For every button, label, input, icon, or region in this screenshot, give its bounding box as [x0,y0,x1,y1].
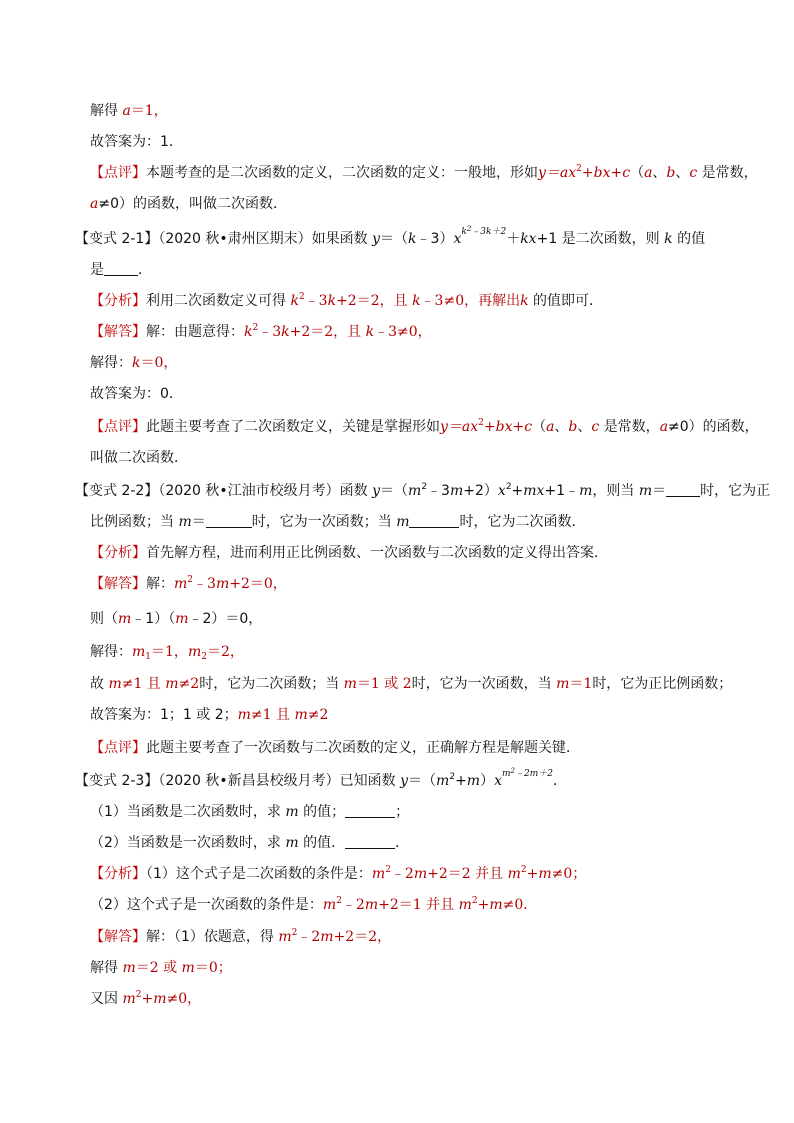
comment-tag: 【点评】 [90,740,146,756]
comment-tag: 【点评】 [90,419,146,435]
solution-line: 【解答】解：由题意得：$k^2﹣3k+2=2$，且 k﹣3≠0， [90,323,432,340]
solution-line: 解得 m＝2 或 m＝0； [90,960,232,976]
solution-line: 解得 a＝1， [90,103,168,119]
answer-line: 故答案为：0． [90,386,183,402]
variant-2-2-question: 【变式 2-2】（2020 秋•江油市校级月考）函数 $y=(m^2﹣3m+2)x^2+mx+1﹣m$，则当 m＝ 时，它为正 [75,482,771,499]
comment-line: 【点评】此题主要考查了一次函数与二次函数的定义，正确解方程是解题关键． [90,740,580,756]
exponent: m2﹣2m＋2 [501,767,553,779]
comment-line-cont: 叫做二次函数． [90,450,188,466]
solution-line: 解得：k＝0， [90,355,178,371]
analysis-tag: 【分析】 [90,293,146,309]
solution-line: 故 m≠1 且 m≠2时，它为二次函数；当 m＝1 或 2时，它为一次函数，当 m＝1时，它为正比例函数； [90,676,733,692]
answer-line: 故答案为：1． [90,134,183,150]
answer-blank [345,803,395,818]
solution-line: 解得：$m_1=1$，$m_2=2$， [90,644,244,662]
solution-line: 则（m﹣1）（m﹣2）＝0， [90,611,263,627]
variant-2-2-question-cont: 比例函数；当 m＝ 时，它为一次函数；当 m 时，它为二次函数． [90,514,586,530]
variant-tag: 【变式 2-1】 [75,231,159,247]
comment-line: 【点评】此题主要考查了二次函数定义，关键是掌握形如$y=ax^2+bx+c(a$、b、c 是常数，a≠0）的函数， [90,418,759,435]
solution-tag: 【解答】 [90,929,146,945]
variant-tag: 【变式 2-3】 [75,773,159,789]
analysis-line: 【分析】（1）这个式子是二次函数的条件是：$m^2﹣2m+2=2$ 并且 $m^2+m\ne 0$； [90,865,587,882]
comment-line-cont: a≠0）的函数，叫做二次函数． [90,196,287,212]
solution-line: 又因 $m^2+m\ne 0$， [90,990,202,1007]
variant-tag: 【变式 2-2】 [75,483,159,499]
solution-tag: 【解答】 [90,324,146,340]
comment-tag: 【点评】 [90,165,146,181]
sub-question-2: （2）当函数是一次函数时，求 m 的值． ． [90,835,410,851]
analysis-line: 【分析】利用二次函数定义可得 $k^2﹣3k+2=2$，且 k﹣3≠0，再解出k 的值即可． [90,292,604,309]
answer-blank [345,834,395,849]
variant-2-1-question-cont: 是 ． [90,262,152,278]
answer-blank [666,482,700,497]
sub-question-1: （1）当函数是二次函数时，求 m 的值； ； [90,804,410,820]
analysis-line-2: （2）这个式子是一次函数的条件是：$m^2﹣2m+2=1$ 并且 $m^2+m\ne 0$． [90,896,538,913]
exponent: k2﹣3k＋2 [461,225,507,237]
answer-blank [104,261,138,276]
analysis-tag: 【分析】 [90,545,146,561]
analysis-line: 【分析】首先解方程，进而利用正比例函数、一次函数与二次函数的定义得出答案． [90,545,608,561]
answer-line: 故答案为：1；1 或 2；m≠1 且 m≠2 [90,707,329,723]
answer-blank [409,513,459,528]
comment-line: 【点评】本题考查的是二次函数的定义，二次函数的定义：一般地，形如$y=ax^2+bx+c(a$、b、c 是常数， [90,164,758,181]
solution-line: 【解答】解：$m^2﹣3m+2=0$， [90,575,287,592]
analysis-tag: 【分析】 [90,866,146,882]
answer-blank [206,513,252,528]
variant-2-3-question: 【变式 2-3】（2020 秋•新昌县校级月考）已知函数 $y=(m^2+m)x^{m^2﹣2m+2}$． [75,767,567,789]
solution-line: 【解答】解：（1）依题意，得 $m^2﹣2m+2=2$， [90,928,392,945]
variant-2-1-question: 【变式 2-1】（2020 秋•肃州区期末）如果函数 $y=(k﹣3)x^{k^2﹣3k+2}+kx+1$ 是二次函数，则 k 的值 [75,225,706,247]
solution-tag: 【解答】 [90,576,146,592]
